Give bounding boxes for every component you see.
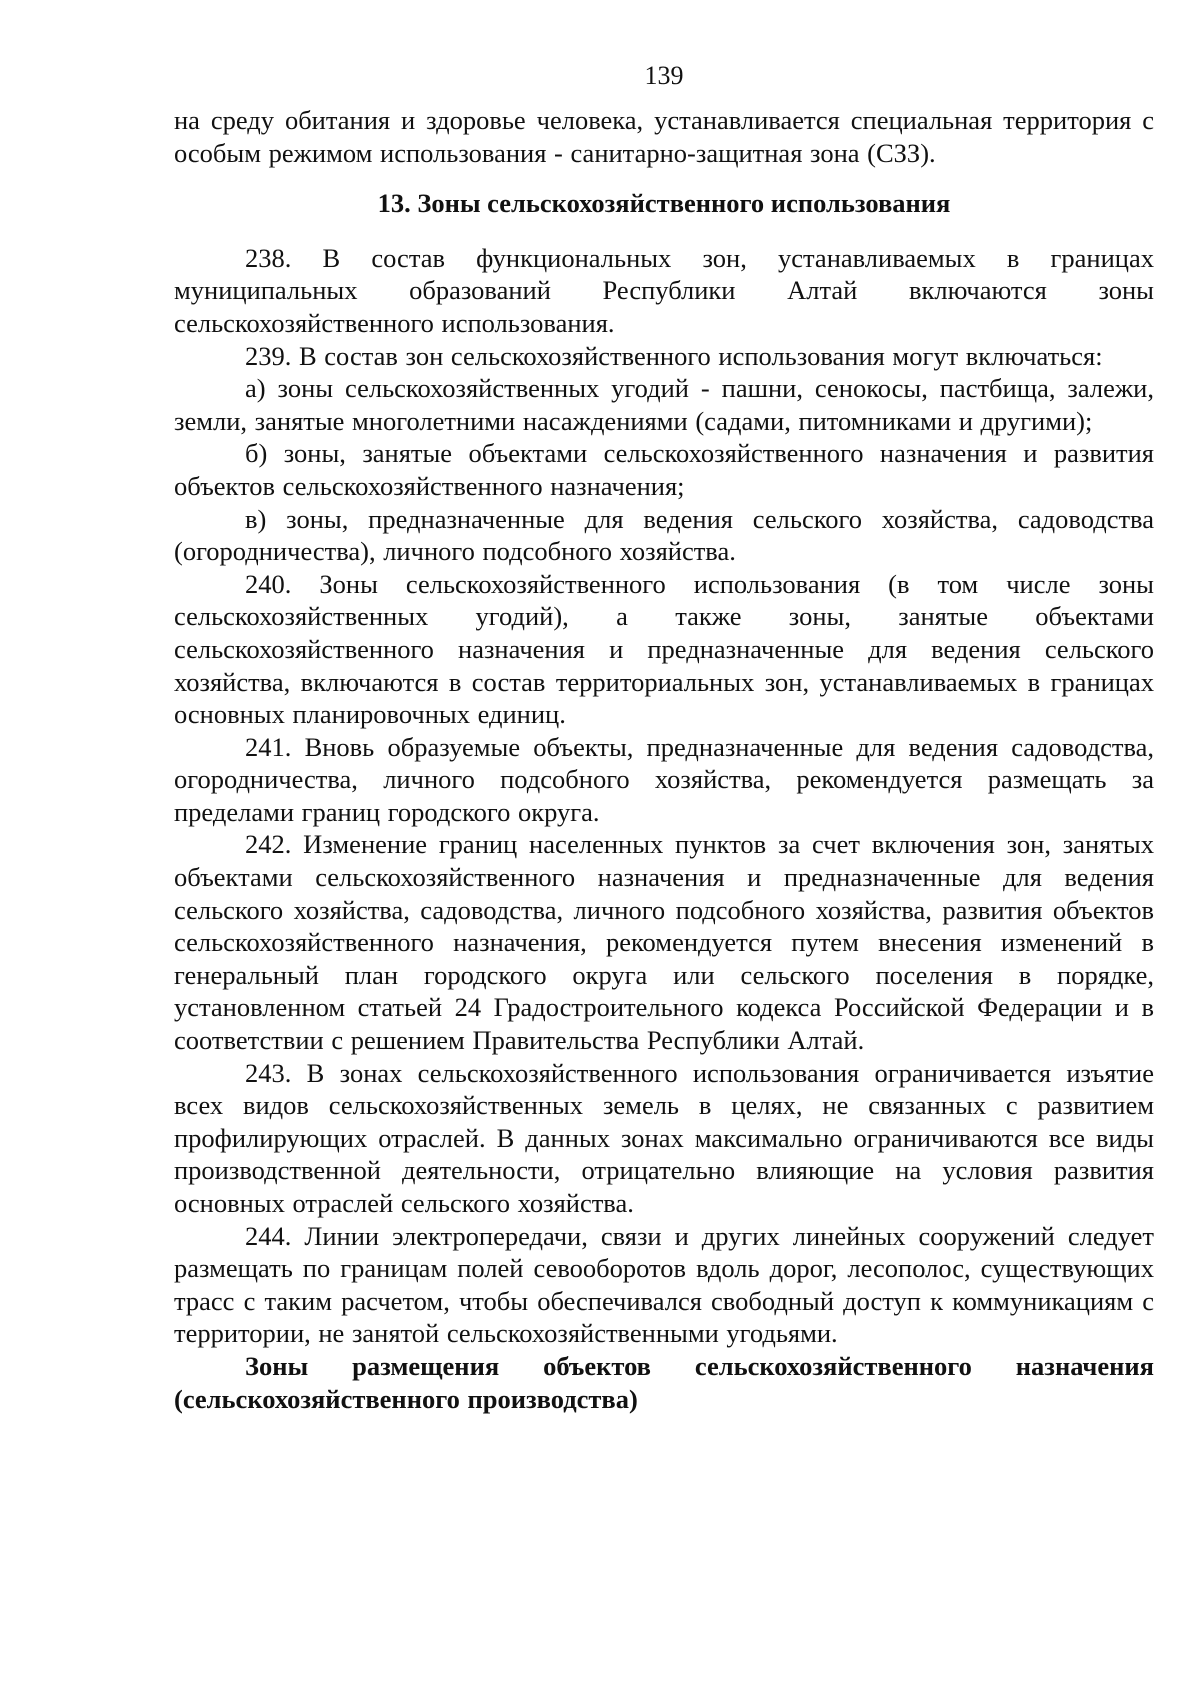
paragraph-239-b: б) зоны, занятые объектами сельскохозяйственного назначения и развития объектов сельскохозяйственного назначения;: [174, 438, 1154, 501]
paragraph-241: 241. Вновь образуемые объекты, предназначенные для ведения садоводства, огородничества, личного подсобного хозяйства, рекомендуется размещать за пределами границ городского округа.: [174, 731, 1154, 827]
paragraph-240: 240. Зоны сельскохозяйственного использования (в том числе зоны сельскохозяйственных угодий), а также зоны, занятые объектами сельскохозяйственного назначения и предназначенные для ведения сельского хозяйства, включаются в состав территориальных зон, устанавливаемых в границах основных планировочных единиц.: [174, 568, 1154, 730]
paragraph-238: 238. В состав функциональных зон, устанавливаемых в границах муниципальных образований Республики Алтай включаются зоны сельскохозяйственного использования.: [174, 242, 1154, 338]
paragraph-239: 239. В состав зон сельскохозяйственного использования могут включаться:: [245, 340, 1103, 371]
paragraph-242: 242. Изменение границ населенных пунктов за счет включения зон, занятых объектами сельскохозяйственного назначения и предназначенные для ведения сельского хозяйства, садоводства, личного подсобного хозяйства, развития объектов сельскохозяйственного назначения, рекомендуется путем внесения изменений в генеральный план городского округа или сельского поселения в порядке, установленном статьей 24 Градостроительного кодекса Российской Федерации и в соответствии с решением Правительства Республики Алтай.: [174, 829, 1154, 1056]
paragraph-244: 244. Линии электропередачи, связи и других линейных сооружений следует размещать по границам полей севооборотов вдоль дорог, лесополос, существующих трасс с таким расчетом, чтобы обеспечивался свободный доступ к коммуникациям с территории, не занятой сельскохозяйственными угодьями.: [174, 1220, 1154, 1349]
paragraph-239-c: в) зоны, предназначенные для ведения сельского хозяйства, садоводства (огородничества), личного подсобного хозяйства.: [174, 503, 1154, 567]
subsection-heading: Зоны размещения объектов сельскохозяйственного назначения (сельскохозяйственного производства): [174, 1350, 1154, 1414]
paragraph-239-a: а) зоны сельскохозяйственных угодий - пашни, сенокосы, пастбища, залежи, земли, занятые многолетними насаждениями (садами, питомниками и другими);: [174, 373, 1154, 436]
intro-paragraph: на среду обитания и здоровье человека, устанавливается специальная территория с особым режимом использования - санитарно-защитная зона (СЗЗ).: [174, 105, 1154, 168]
paragraph-243: 243. В зонах сельскохозяйственного использования ограничивается изъятие всех видов сельскохозяйственных земель в целях, не связанных с развитием профилирующих отраслей. В данных зонах максимально ограничиваются все виды производственной деятельности, отрицательно влияющие на условия развития основных отраслей сельского хозяйства.: [174, 1057, 1154, 1218]
document-page: [174, 60, 1154, 1415]
section-heading: 13. Зоны сельскохозяйственного использования: [377, 188, 951, 219]
page-number: 139: [644, 61, 684, 90]
